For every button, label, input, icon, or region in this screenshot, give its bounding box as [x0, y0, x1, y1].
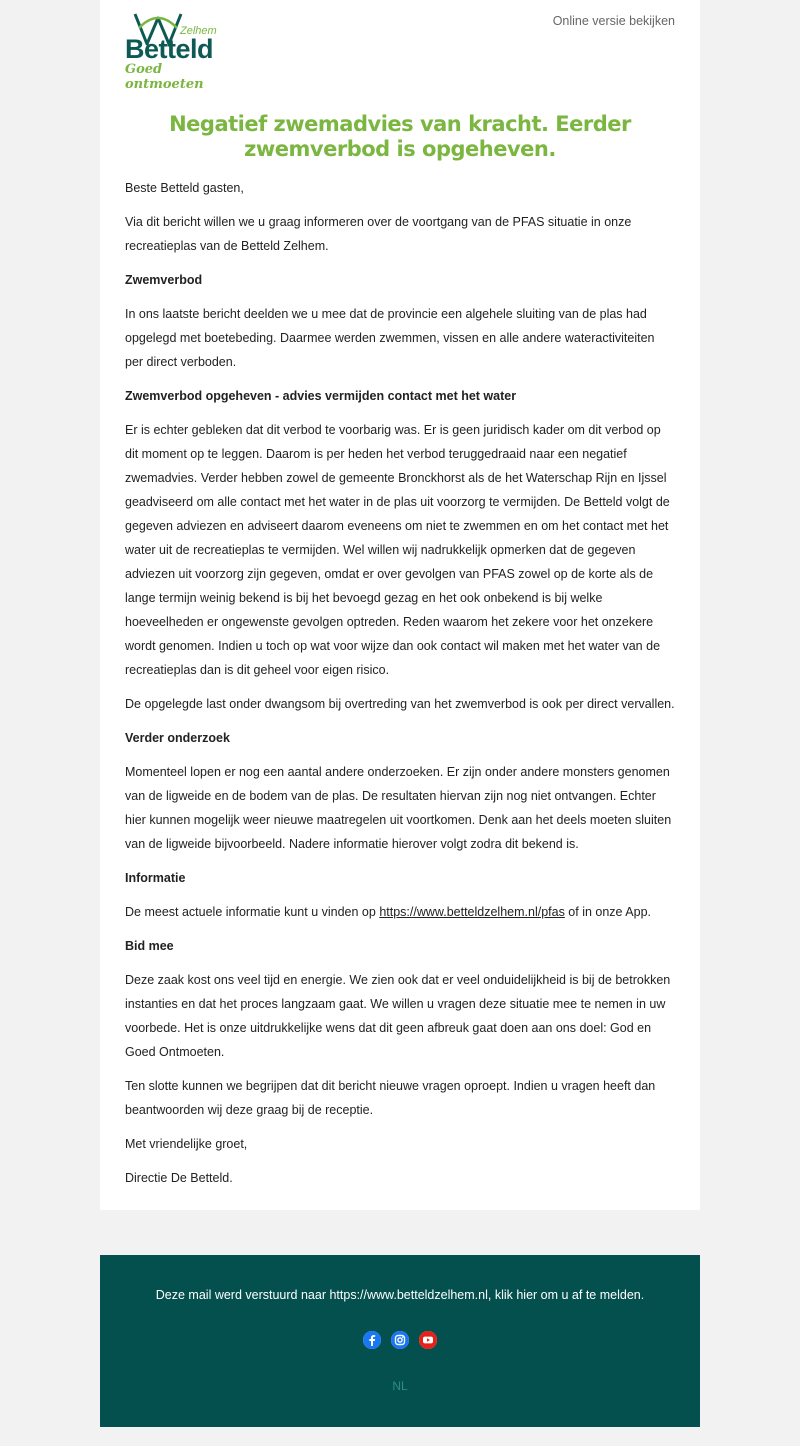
youtube-icon[interactable] — [419, 1331, 437, 1349]
logo-location: Zelhem — [180, 25, 217, 37]
unsubscribe-text[interactable]: Deze mail werd verstuurd naar https://www.betteldzelhem.nl, klik hier om u af te melden. — [155, 1288, 645, 1302]
closing-greeting: Met vriendelijke groet, — [125, 1137, 248, 1151]
betteld-logo[interactable] — [125, 10, 229, 92]
intro-paragraph: Via dit bericht willen we u graag informeren over de voortgang van de PFAS situatie in onze recreatieplas van de Betteld Zelhem. — [125, 215, 632, 253]
instagram-icon[interactable] — [391, 1331, 409, 1349]
paragraph-zwemverbod-opgeheven: Er is echter gebleken dat dit verbod te voorbarig was. Er is geen juridisch kader om dit verbod op dit moment op te leggen. Daarom is per heden het verbod teruggedraaid naar een negatief zwemadvies. Verder hebben zowel de gemeente Bronckhorst als de het Waterschap Rijn en Ijssel geadviseerd om alle contact met het water in de plas uit voorzorg te vermijden. De Betteld volgt de gegeven adviezen en adviseert daarom eveneens om niet te zwemmen en om het contact met het water uit de recreatieplas te vermijden. Wel willen wij nadrukkelijk opmerken dat de gegeven adviezen uit voorzorg zijn gegeven, omdat er over gevolgen van PFAS zowel op de korte als de lange termijn weinig bekend is bij het bevoegd gezag en het ook onbekend is bij welke hoeveelheden er ongewenste gevolgen optreden. Reden waarom het zekere voor het onzekere wordt genomen. Indien u toch op wat voor wijze dan ook contact wil maken met het water van de recreatieplas dan is dit geheel voor eigen risico. — [125, 423, 670, 677]
email-body — [100, 162, 700, 1210]
paragraph-informatie — [125, 900, 675, 924]
info-text-before: De meest actuele informatie kunt u vinden op — [125, 905, 380, 919]
signature: Directie De Betteld. — [125, 1171, 233, 1185]
logo-tagline: Goed ontmoeten — [125, 62, 204, 92]
pfas-info-link[interactable]: https://www.betteldzelhem.nl/pfas — [379, 905, 565, 919]
headline: Negatief zwemadvies van kracht. Eerder zwemverbod is opgeheven. — [169, 112, 631, 161]
language-selector[interactable]: NL — [392, 1379, 408, 1393]
logo-name: Betteld — [125, 34, 214, 64]
paragraph-ten-slotte: Ten slotte kunnen we begrijpen dat dit bericht nieuwe vragen oproept. Indien u vragen heeft dan beantwoorden wij deze graag bij de receptie. — [125, 1079, 656, 1117]
info-text-after: of in onze App. — [564, 905, 652, 919]
email-footer — [100, 1255, 700, 1427]
paragraph-bid-mee: Deze zaak kost ons veel tijd en energie. We zien ook dat er veel onduidelijkheid is bij de betrokken instanties en dat het proces langzaam gaat. We willen u vragen deze situatie mee te nemen in uw voorbede. Het is onze uitdrukkelijke wens dat dit geen afbreuk gaat doen aan ons doel: God en Goed Ontmoeten. — [125, 973, 671, 1059]
greeting: Beste Betteld gasten, — [125, 181, 244, 195]
social-links — [100, 1331, 700, 1349]
heading-zwemverbod-opgeheven: Zwemverbod opgeheven - advies vermijden contact met het water — [125, 389, 517, 403]
facebook-icon[interactable] — [363, 1331, 381, 1349]
heading-verder-onderzoek: Verder onderzoek — [125, 731, 230, 745]
paragraph-zwemverbod: In ons laatste bericht deelden we u mee dat de provincie een algehele sluiting van de plas had opgelegd met boetebeding. Daarmee werden zwemmen, vissen en alle andere wateractiviteiten per direct verboden. — [125, 307, 655, 369]
heading-bid-mee: Bid mee — [125, 939, 174, 953]
online-version-link[interactable]: Online versie bekijken — [552, 14, 675, 28]
email-container — [100, 0, 700, 1210]
email-header — [100, 0, 700, 100]
paragraph-verder-onderzoek: Momenteel lopen er nog een aantal andere onderzoeken. Er zijn onder andere monsters genomen van de ligweide en de bodem van de plas. De resultaten hiervan zijn nog niet ontvangen. Echter hier kunnen mogelijk weer nieuwe maatregelen uit voortkomen. Denk aan het deels moeten sluiten van de ligweide bijvoorbeeld. Nadere informatie hierover volgt zodra dit bekend is. — [125, 765, 672, 851]
paragraph-dwangsom: De opgelegde last onder dwangsom bij overtreding van het zwemverbod is ook per direct vervallen. — [125, 697, 675, 711]
heading-informatie: Informatie — [125, 871, 186, 885]
heading-zwemverbod: Zwemverbod — [125, 273, 203, 287]
